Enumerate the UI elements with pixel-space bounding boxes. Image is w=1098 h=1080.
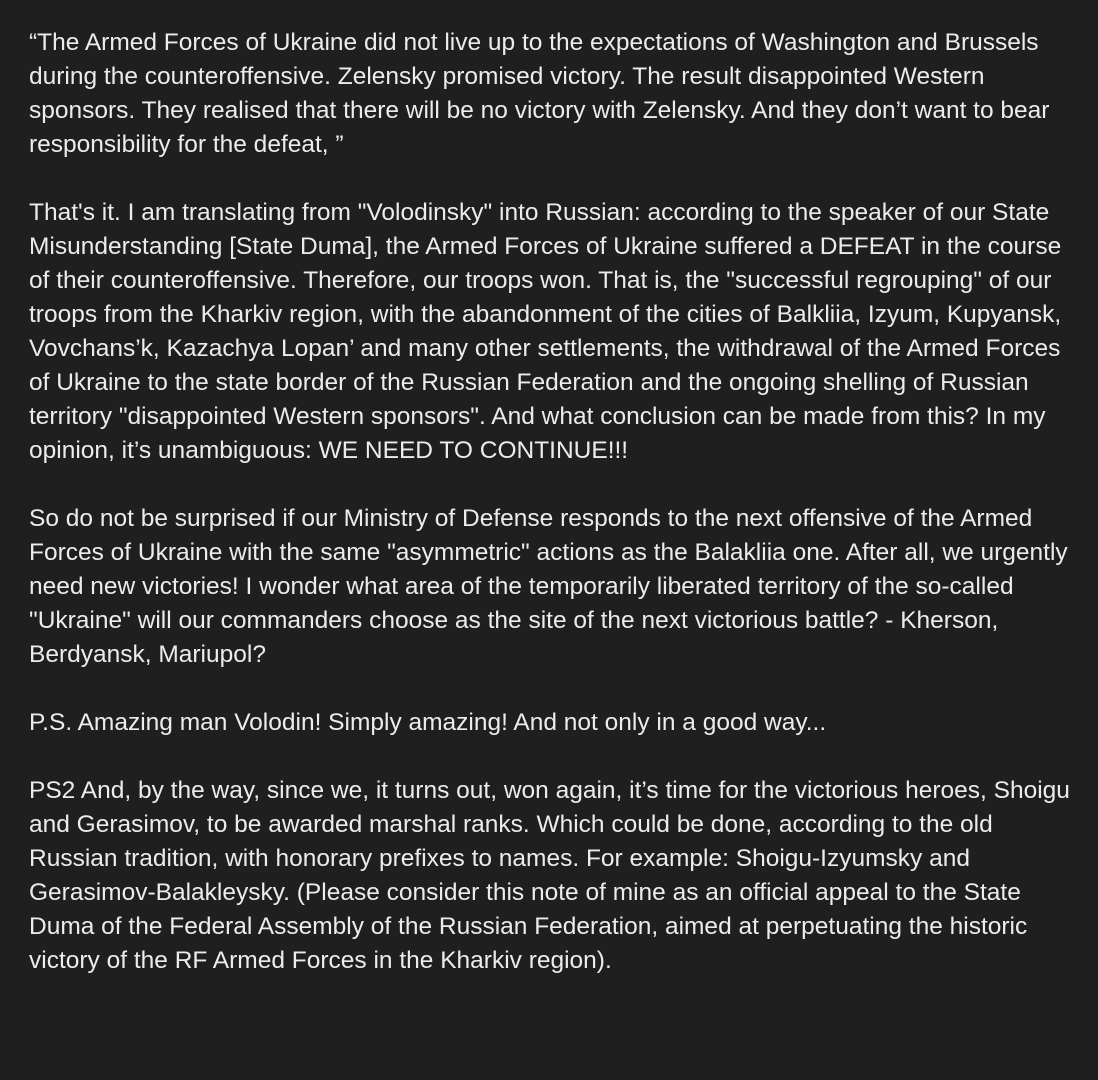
quote-paragraph: “The Armed Forces of Ukraine did not live up to the expectations of Washington and Brussels during the counteroffensive. Zelensky promised victory. The result disappointed Western sponsors. They realised that there will be no victory with Zelensky. And they don’t want to bear responsibility for the defeat, ” bbox=[29, 29, 1050, 158]
ps2-paragraph: PS2 And, by the way, since we, it turns out, won again, it’s time for the victorious heroes, Shoigu and Gerasimov, to be awarded marshal ranks. Which could be done, according to the old Russian tradition, with honorary prefixes to names. For example: Shoigu-Izyumsky and Gerasimov-Balakleysky. (Please consider this note of mine as an official appeal to the State Duma of the Federal Assembly of the Russian Federation, aimed at perpetuating the historic victory of the RF Armed Forces in the Kharkiv region). bbox=[29, 777, 1070, 974]
translation-paragraph: That's it. I am translating from "Volodinsky" into Russian: according to the speaker of our State Misunderstanding [State Duma], the Armed Forces of Ukraine suffered a DEFEAT in the course of their counteroffensive. Therefore, our troops won. That is, the "successful regrouping" of our troops from the Kharkiv region, with the abandonment of the cities of Balkliia, Izyum, Kupyansk, Vovchans’k, Kazachya Lopan’ and many other settlements, the withdrawal of the Armed Forces of Ukraine to the state border of the Russian Federation and the ongoing shelling of Russian territory "disappointed Western sponsors". And what conclusion can be made from this? In my opinion, it’s unambiguous: WE NEED TO CONTINUE!!! bbox=[29, 199, 1062, 464]
ps-paragraph: P.S. Amazing man Volodin! Simply amazing! And not only in a good way... bbox=[29, 709, 827, 736]
surprise-paragraph: So do not be surprised if our Ministry of Defense responds to the next offensive of the Armed Forces of Ukraine with the same "asymmetric" actions as the Balakliia one. After all, we urgently need new victories! I wonder what area of the temporarily liberated territory of the so-called "Ukraine" will our commanders choose as the site of the next victorious battle? - Kherson, Berdyansk, Mariupol? bbox=[29, 505, 1068, 668]
